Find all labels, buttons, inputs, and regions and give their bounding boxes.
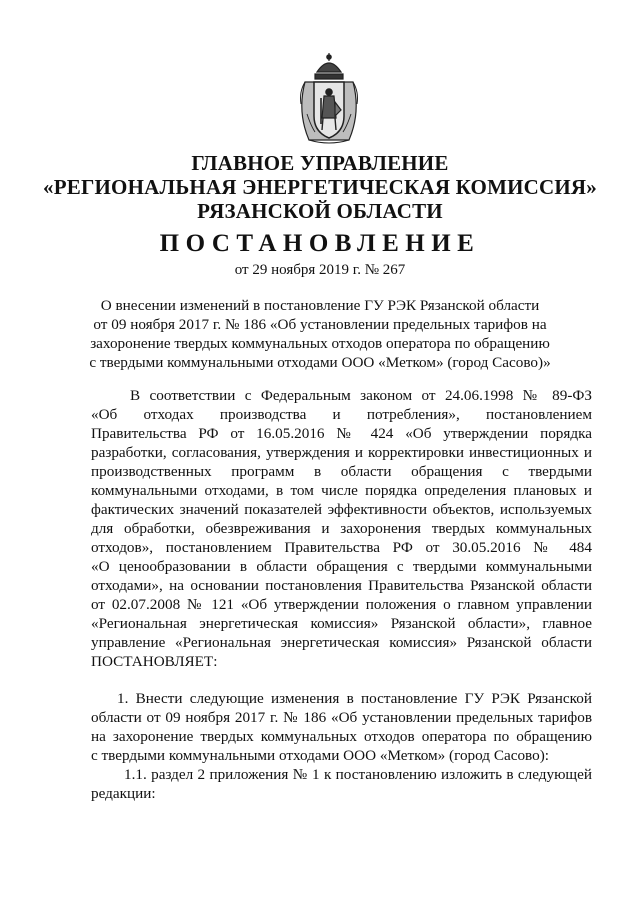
- preamble-line-resolves: ПОСТАНОВЛЯЕТ:: [91, 653, 218, 670]
- preamble-line: «Региональная энергетическая комиссия» Рязанской области», главное: [91, 615, 592, 632]
- organization-name-line-2: «РЕГИОНАЛЬНАЯ ЭНЕРГЕТИЧЕСКАЯ КОМИССИЯ»: [43, 175, 597, 199]
- coat-of-arms-emblem: [295, 52, 363, 148]
- item-1-line: области от 09 ноября 2017 г. № 186 «Об установлении предельных тарифов: [91, 709, 592, 726]
- preamble-line: отходами», на основании постановления Правительства Рязанской области: [91, 577, 592, 594]
- document-date-number: от 29 ноября 2019 г. № 267: [234, 262, 406, 278]
- subject-line: от 09 ноября 2017 г. № 186 «Об установлении предельных тарифов на: [93, 316, 547, 333]
- preamble-line: фактических значений показателей эффективности объектов, используемых: [91, 501, 592, 518]
- preamble-line: разработки, согласования, утверждения и корректировки инвестиционных и: [91, 444, 592, 461]
- preamble-line: «О ценообразовании в области обращения с твердыми коммунальными: [91, 558, 592, 575]
- preamble-line: Правительства РФ от 16.05.2016 № 424 «Об утверждении порядка: [91, 425, 592, 442]
- item-1-line: 1. Внести следующие изменения в постановление ГУ РЭК Рязанской: [117, 690, 592, 707]
- item-1-1-line: редакции:: [91, 785, 156, 802]
- preamble-line: коммунальными отходами, в том числе порядка определения плановых и: [91, 482, 592, 499]
- preamble-line: производственных программ в области обращения с твердыми: [91, 463, 592, 480]
- subject-line: О внесении изменений в постановление ГУ РЭК Рязанской области: [100, 297, 540, 314]
- preamble-line: отходов», постановлением Правительства РФ от 30.05.2016 № 484: [91, 539, 592, 556]
- preamble-line: от 02.07.2008 № 121 «Об утверждении положения о главном управлении: [91, 596, 592, 613]
- item-1-line: с твердыми коммунальными отходами ООО «Метком» (город Сасово):: [91, 747, 549, 764]
- subject-line: с твердыми коммунальными отходами ООО «Метком» (город Сасово)»: [89, 354, 551, 371]
- organization-name-line-1: ГЛАВНОЕ УПРАВЛЕНИЕ: [191, 151, 449, 175]
- organization-name-line-3: РЯЗАНСКОЙ ОБЛАСТИ: [197, 199, 443, 223]
- document-subject: [60, 296, 580, 372]
- item-1-1-line: 1.1. раздел 2 приложения № 1 к постановлению изложить в следующей: [124, 766, 592, 783]
- document-type-heading: ПОСТАНОВЛЕНИЕ: [159, 230, 481, 257]
- preamble-line: В соответствии с Федеральным законом от 24.06.1998 № 89-ФЗ: [130, 387, 592, 404]
- subject-line: захоронение твердых коммунальных отходов оператора по обращению: [90, 335, 550, 352]
- item-1-line: на захоронение твердых коммунальных отходов оператора по обращению: [91, 728, 592, 745]
- preamble-line: «Об отходах производства и потребления», постановлением: [91, 406, 592, 423]
- preamble-line: для обработки, обезвреживания и захоронения твердых коммунальных: [91, 520, 592, 537]
- preamble-line: управление «Региональная энергетическая комиссия» Рязанской области: [91, 634, 592, 651]
